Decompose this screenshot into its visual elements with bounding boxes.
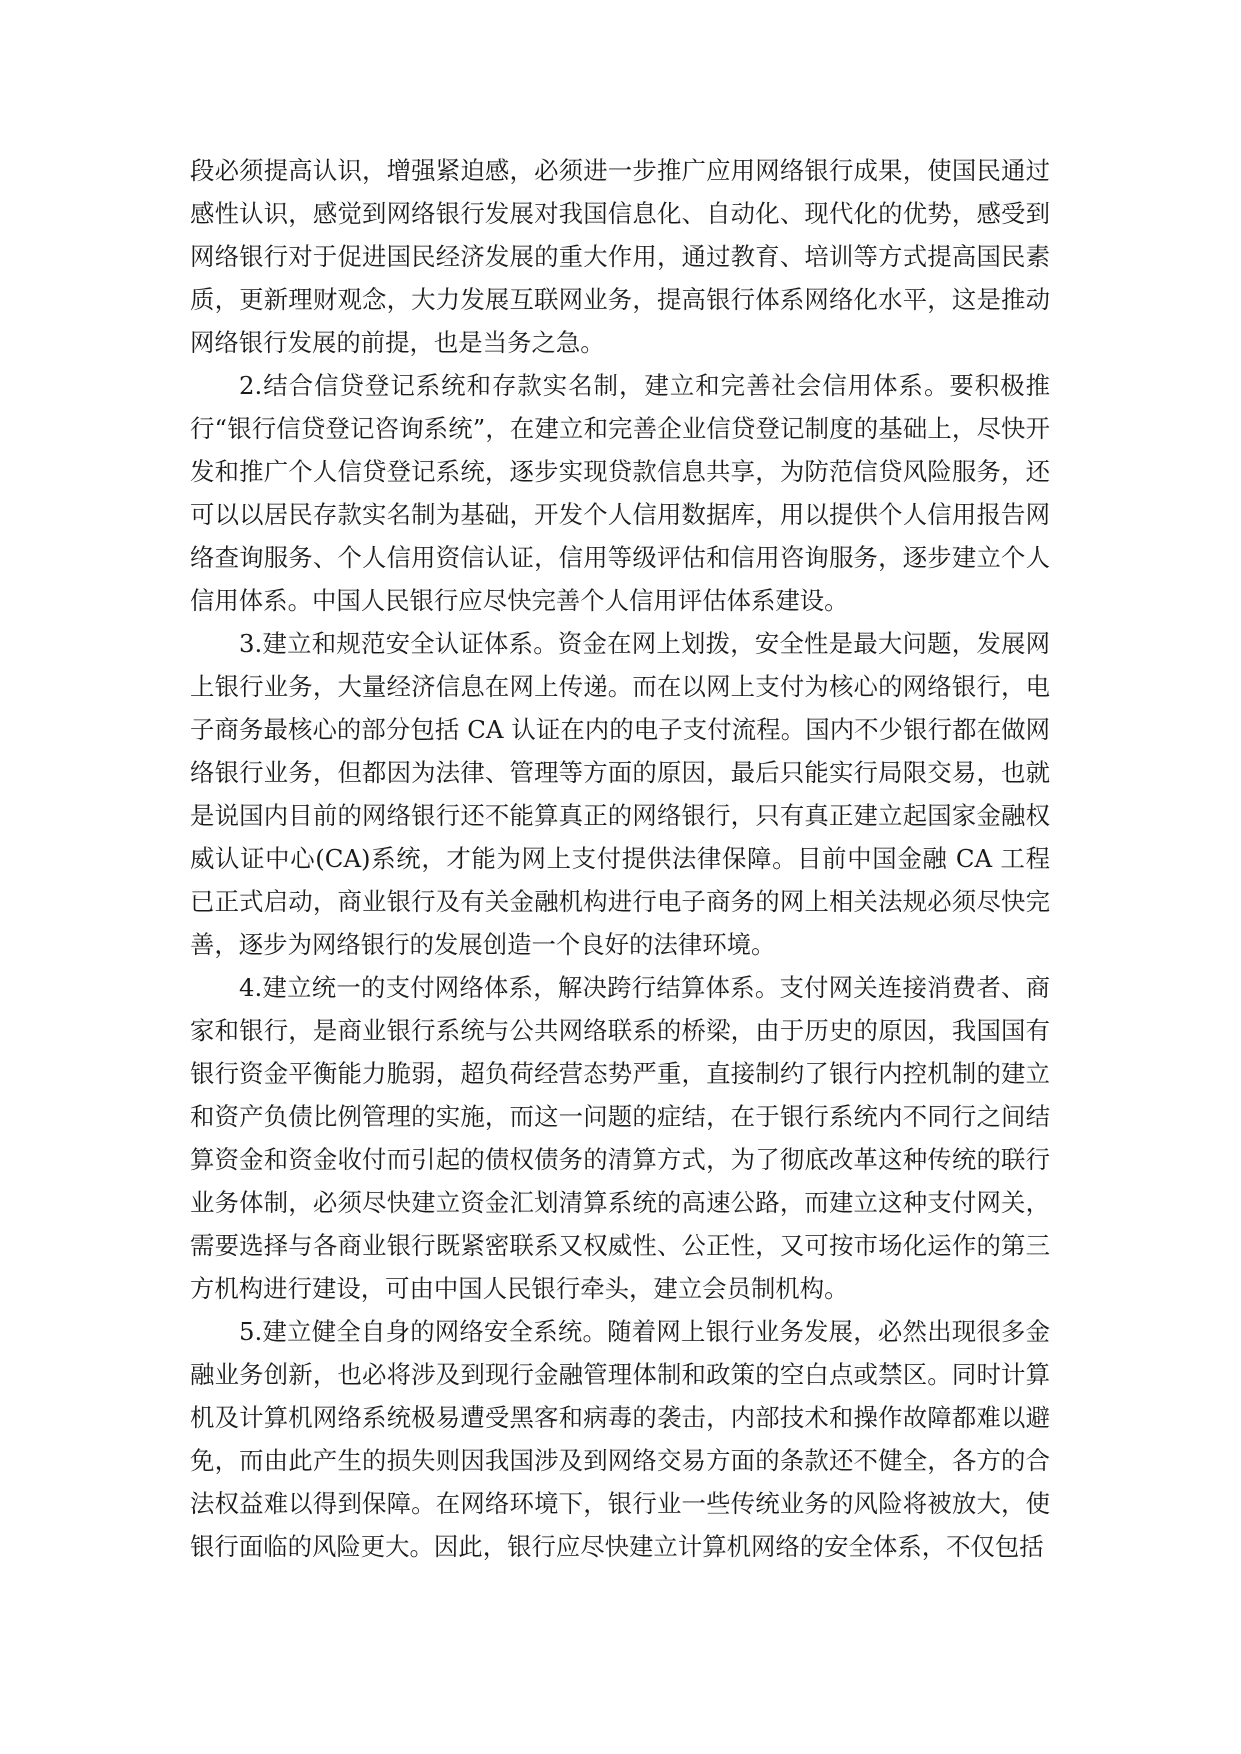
- paragraph-continuation: 段必须提高认识，增强紧迫感，必须进一步推广应用网络银行成果，使国民通过感性认识，感觉到网络银行发展对我国信息化、自动化、现代化的优势，感受到网络银行对于促进国民经济发展的重大作用，通过教育、培训等方式提高国民素质，更新理财观念，大力发展互联网业务，提高银行体系网络化水平，这是推动网络银行发展的前提，也是当务之急。: [190, 156, 1050, 357]
- body-text: [190, 149, 1050, 1568]
- paragraph-network-security: 5.建立健全自身的网络安全系统。随着网上银行业务发展，必然出现很多金融业务创新，也必将涉及到现行金融管理体制和政策的空白点或禁区。同时计算机及计算机网络系统极易遭受黑客和病毒的袭击，内部技术和操作故障都难以避免，而由此产生的损失则因我国涉及到网络交易方面的条款还不健全，各方的合法权益难以得到保障。在网络环境下，银行业一些传统业务的风险将被放大，使银行面临的风险更大。因此，银行应尽快建立计算机网络的安全体系，不仅包括: [190, 1317, 1050, 1561]
- paragraph-security-certification: 3.建立和规范安全认证体系。资金在网上划拨，安全性是最大问题，发展网上银行业务，大量经济信息在网上传递。而在以网上支付为核心的网络银行，电子商务最核心的部分包括 CA 认证在内的电子支付流程。国内不少银行都在做网络银行业务，但都因为法律、管理等方面的原因，最后只能实行局限交易，也就是说国内目前的网络银行还不能算真正的网络银行，只有真正建立起国家金融权威认证中心(CA)系统，才能为网上支付提供法律保障。目前中国金融 CA 工程已正式启动，商业银行及有关金融机构进行电子商务的网上相关法规必须尽快完善，逐步为网络银行的发展创造一个良好的法律环境。: [190, 629, 1050, 959]
- paragraph-payment-network: 4.建立统一的支付网络体系，解决跨行结算体系。支付网关连接消费者、商家和银行，是商业银行系统与公共网络联系的桥梁，由于历史的原因，我国国有银行资金平衡能力脆弱，超负荷经营态势严重，直接制约了银行内控机制的建立和资产负债比例管理的实施，而这一问题的症结，在于银行系统内不同行之间结算资金和资金收付而引起的债权债务的清算方式，为了彻底改革这种传统的联行业务体制，必须尽快建立资金汇划清算系统的高速公路，而建立这种支付网关，需要选择与各商业银行既紧密联系又权威性、公正性，又可按市场化运作的第三方机构进行建设，可由中国人民银行牵头，建立会员制机构。: [190, 973, 1050, 1303]
- paragraph-credit-system: 2.结合信贷登记系统和存款实名制，建立和完善社会信用体系。要积极推行“银行信贷登记咨询系统”，在建立和完善企业信贷登记制度的基础上，尽快开发和推广个人信贷登记系统，逐步实现贷款信息共享，为防范信贷风险服务，还可以以居民存款实名制为基础，开发个人信用数据库，用以提供个人信用报告网络查询服务、个人信用资信认证，信用等级评估和信用咨询服务，逐步建立个人信用体系。中国人民银行应尽快完善个人信用评估体系建设。: [190, 371, 1050, 615]
